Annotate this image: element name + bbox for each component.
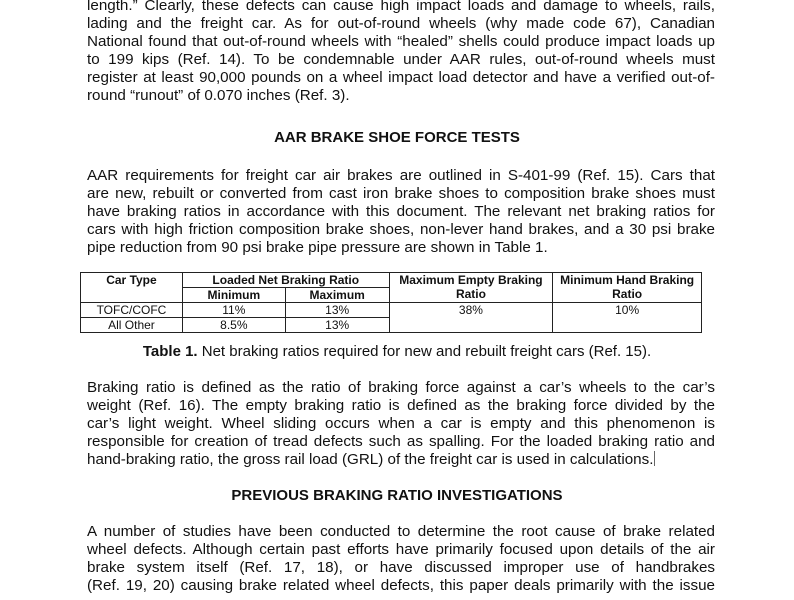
cell-maximum: 13% [285,318,389,333]
caption-text: Net braking ratios required for new and rebuilt freight cars (Ref. 15). [197,343,652,360]
paragraph-previous-studies [87,523,715,595]
text-cursor [654,451,655,466]
text-line: brake system itself (Ref. 17, 18), or have discussed improper use of handbrakes [87,559,715,576]
text-line-with-cursor [87,451,715,469]
text-line: are new, rebuilt or converted from cast iron brake shoes to composition brake shoes must [87,185,715,202]
caption-label: Table 1. [142,343,198,360]
cell-minimum: 8.5% [182,318,285,333]
paragraph-out-of-round [87,0,715,105]
text-line: hand-braking ratio, the gross rail load (GRL) of the freight car is used in calculations. [87,451,654,468]
cell-car-type: All Other [81,318,183,333]
section-heading-previous-investigations: PREVIOUS BRAKING RATIO INVESTIGATIONS [231,487,563,504]
text-line: pipe reduction from 90 psi brake pipe pressure are shown in Table 1. [87,239,548,256]
text-line: responsible for creation of tread defects such as spalling. For the loaded braking ratio and [87,433,715,450]
text-line: A number of studies have been conducted to determine the root cause of brake related [87,523,715,540]
header-min-hand: Minimum Hand Braking Ratio [553,273,702,303]
header-max-empty: Maximum Empty Braking Ratio [389,273,553,303]
text-line: length.” Clearly, these defects can cause high impact loads and damage to wheels, rails, [87,0,715,14]
braking-ratio-table [80,272,702,333]
text-line: AAR requirements for freight car air brakes are outlined in S-401-99 (Ref. 15). Cars that [87,167,715,184]
text-line: car’s light weight. Wheel sliding occurs when a car is empty and this phenomenon is [87,415,715,432]
text-line: Braking ratio is defined as the ratio of braking force against a car’s wheels to the car’s [87,379,715,396]
text-line: to 199 kips (Ref. 14). To be condemnable under AAR rules, out-of-round wheels must [87,51,715,68]
text-line: wheel defects. Although certain past efforts have primarily focused upon details of the air [87,541,715,558]
text-line: round “runout” of 0.070 inches (Ref. 3). [87,87,350,104]
text-line: National found that out-of-round wheels with “healed” shells could produce impact loads up [87,33,715,50]
header-maximum: Maximum [285,288,389,303]
header-loaded-ratio: Loaded Net Braking Ratio [182,273,389,288]
cell-max-empty: 38% [389,303,553,333]
cell-car-type: TOFC/COFC [81,303,183,318]
cell-maximum: 13% [285,303,389,318]
cell-minimum: 11% [182,303,285,318]
text-line: have braking ratios in accordance with this document. The relevant net braking ratios for [87,203,715,220]
cell-min-hand: 10% [553,303,702,333]
table-caption [0,343,794,360]
paragraph-aar-requirements [87,167,715,257]
table-row [81,303,702,318]
section-heading-brake-shoe-tests: AAR BRAKE SHOE FORCE TESTS [274,129,520,146]
text-line: cars with high friction composition brake shoes, non-lever hand brakes, and a 30 psi brake [87,221,715,238]
text-line: weight (Ref. 16). The empty braking ratio is defined as the braking force divided by the [87,397,715,414]
text-line: register at least 90,000 pounds on a wheel impact load detector and have a verified out-of- [87,69,715,86]
text-line: lading and the freight car. As for out-of-round wheels (why made code 67), Canadian [87,15,715,32]
paragraph-braking-ratio-definition [87,379,715,469]
header-car-type: Car Type [81,273,183,303]
header-minimum: Minimum [182,288,285,303]
text-line: (Ref. 19, 20) causing brake related wheel defects, this paper deals primarily with the issue [87,577,715,594]
